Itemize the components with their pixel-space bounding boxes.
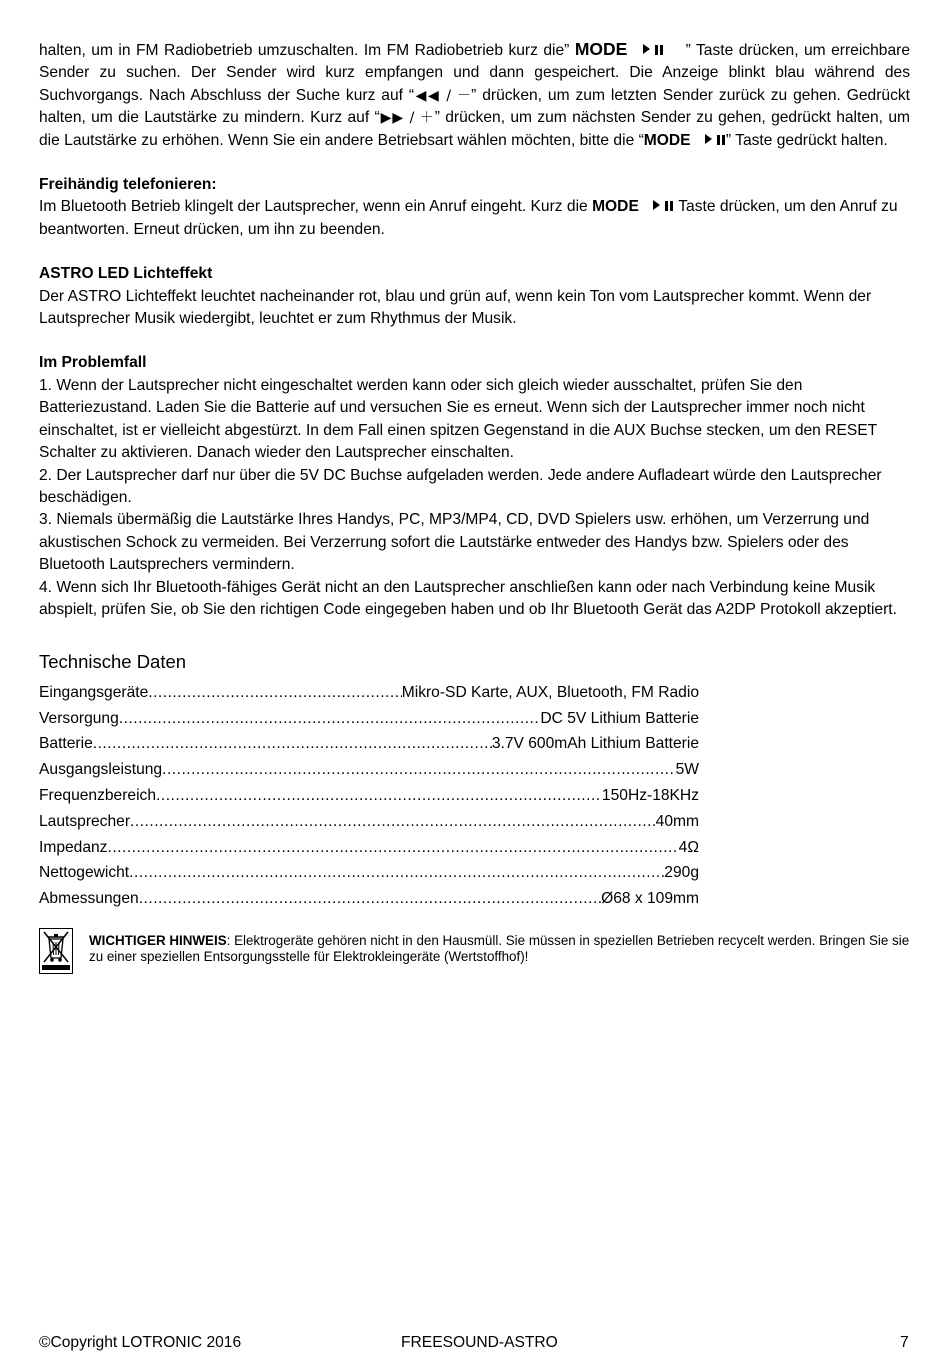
next-volume-up-symbol: ▶▶ / ＋ bbox=[379, 110, 435, 127]
spec-label: Nettogewicht bbox=[39, 864, 130, 882]
notice-text bbox=[89, 933, 910, 965]
notice-body: : Elektrogeräte gehören nicht in den Hausmüll. Sie müssen in speziellen Betrieben recycelt werden. Bringen Sie sie zu einer speziellen Entsorgungsstelle für Elektrokleingeräte (Wertstoffhof)! bbox=[89, 932, 910, 964]
spec-value: 150Hz-18KHz bbox=[601, 786, 699, 804]
spec-label: Eingangsgeräte bbox=[39, 683, 149, 701]
problem-item: 2. Der Lautsprecher darf nur über die 5V DC Buchse aufgeladen werden. Jede andere Aufladeart würde den Lautsprecher beschädigen. bbox=[39, 466, 882, 506]
spec-value: 290g bbox=[664, 864, 699, 882]
pause-icon bbox=[665, 201, 674, 211]
document-page bbox=[39, 38, 910, 976]
mode-button-label: MODE bbox=[574, 39, 628, 59]
leader-dots bbox=[107, 835, 678, 861]
footer-copyright: ©Copyright LOTRONIC 2016 bbox=[39, 1334, 242, 1351]
specs-table bbox=[39, 680, 910, 912]
play-icon bbox=[705, 134, 712, 144]
spec-label: Impedanz bbox=[39, 838, 108, 856]
spec-row bbox=[39, 886, 699, 912]
spec-row bbox=[39, 783, 699, 809]
spec-value: DC 5V Lithium Batterie bbox=[540, 709, 699, 727]
footer-page-number: 7 bbox=[900, 1334, 909, 1351]
spec-row bbox=[39, 680, 699, 706]
leader-dots bbox=[93, 731, 492, 757]
disposal-notice bbox=[39, 928, 910, 976]
pause-icon bbox=[717, 135, 726, 145]
leader-dots bbox=[130, 809, 656, 835]
handsfree-text-2: Taste drücken, um den Anruf zu beantworten. Erneut drücken, um ihn zu beenden. bbox=[39, 198, 898, 238]
play-icon bbox=[643, 44, 650, 54]
astro-heading: ASTRO LED Lichteffekt bbox=[39, 265, 213, 283]
spec-value: Ø68 x 109mm bbox=[601, 890, 699, 908]
spec-value: 4Ω bbox=[678, 838, 699, 856]
spec-value: 40mm bbox=[655, 812, 699, 830]
intro-text-5: ” Taste gedrückt halten. bbox=[725, 131, 888, 149]
problem-item: 4. Wenn sich Ihr Bluetooth-fähiges Gerät nicht an den Lautsprecher anschließen kann oder nach Verbindung keine Musik abspielt, prüfen Sie, ob Sie den richtigen Code eingegeben haben und ob Ihr Bluetooth Gerät das A2DP Protokoll akzeptiert. bbox=[39, 578, 897, 618]
problems-heading: Im Problemfall bbox=[39, 354, 147, 372]
handsfree-heading: Freihändig telefonieren: bbox=[39, 176, 217, 194]
intro-text-1: halten, um in FM Radiobetrieb umzuschalten. Im FM Radiobetrieb kurz die” bbox=[39, 42, 570, 59]
spec-label: Ausgangsleistung bbox=[39, 761, 163, 779]
spec-row bbox=[39, 706, 699, 732]
spec-value: 3.7V 600mAh Lithium Batterie bbox=[491, 735, 699, 753]
spec-label: Lautsprecher bbox=[39, 812, 131, 830]
notice-label: WICHTIGER HINWEIS bbox=[89, 932, 227, 948]
spec-value: 5W bbox=[675, 761, 699, 779]
intro-text-4: ” drücken, um zum nächsten Sender zu gehen, gedrückt halten, um die Lautstärke zu erhöhen. Wenn Sie ein andere Betriebsart wählen möchten, bitte die “ bbox=[39, 109, 910, 149]
astro-paragraph: Der ASTRO Lichteffekt leuchtet nacheinander rot, blau und grün auf, wenn kein Ton vom Lautsprecher kommt. Wenn der Lautsprecher Musik wiedergibt, leuchtet er zum Rhythmus der Musik. bbox=[39, 287, 872, 328]
leader-dots bbox=[148, 680, 401, 706]
spec-label: Frequenzbereich bbox=[39, 786, 157, 804]
spec-row bbox=[39, 835, 699, 861]
spec-label: Versorgung bbox=[39, 709, 119, 727]
mode-button-label: MODE bbox=[643, 131, 691, 149]
leader-dots bbox=[162, 757, 676, 783]
prev-volume-down-symbol: ◀◀ / － bbox=[414, 87, 472, 104]
mode-button-label: MODE bbox=[592, 198, 639, 216]
intro-text-3: ” drücken, um zum letzten Sender zurück zu gehen. Gedrückt halten, um die Lautstärke zu mindern. Kurz auf “ bbox=[39, 86, 910, 127]
leader-dots bbox=[156, 783, 602, 809]
spec-row bbox=[39, 731, 699, 757]
footer-product-name: FREESOUND-ASTRO bbox=[401, 1334, 558, 1351]
problem-item: 1. Wenn der Lautsprecher nicht eingeschaltet werden kann oder sich gleich wieder ausschaltet, prüfen Sie den Batteriezustand. Laden Sie die Batterie auf und versuchen Sie es erneut. Wenn sich der Lautsprecher immer noch nicht einschaltet, ist er vielleicht abgestürzt. In dem Fall einen spitzen Gegenstand in die AUX Buchse stecken, um den RESET Schalter zu aktivieren. Danach wieder den Lautsprecher einschalten. bbox=[39, 376, 877, 462]
leader-dots bbox=[139, 886, 601, 912]
weee-bin-icon bbox=[39, 928, 73, 974]
specs-heading: Technische Daten bbox=[39, 651, 187, 673]
intro-text-2: ” Taste drücken, um erreichbare Sender zu suchen. Der Sender wird kurz empfangen und dann gespeichert. Die Anzeige blinkt blau während des Suchvorgangs. Nach Abschluss der Suche kurz auf “ bbox=[39, 42, 910, 104]
spec-label: Batterie bbox=[39, 735, 93, 753]
spec-label: Abmessungen bbox=[39, 890, 139, 908]
handsfree-paragraph bbox=[39, 196, 910, 241]
leader-dots bbox=[129, 860, 664, 886]
pause-icon bbox=[655, 45, 664, 55]
leader-dots bbox=[119, 706, 541, 732]
play-icon bbox=[653, 200, 660, 210]
intro-paragraph bbox=[39, 38, 910, 152]
spec-row bbox=[39, 860, 699, 886]
spec-value: Mikro-SD Karte, AUX, Bluetooth, FM Radio bbox=[401, 683, 699, 701]
handsfree-text-1: Im Bluetooth Betrieb klingelt der Lautsprecher, wenn ein Anruf eingeht. Kurz die bbox=[39, 198, 588, 216]
spec-row bbox=[39, 757, 699, 783]
problem-item: 3. Niemals übermäßig die Lautstärke Ihres Handys, PC, MP3/MP4, CD, DVD Spielers usw. erhöhen, um Verzerrung und akustischen Schock zu vermeiden. Bei Verzerrung sofort die Lautstärke entweder des Handys bzw. Spielers oder des Bluetooth Lautsprechers vermindern. bbox=[39, 511, 870, 574]
spec-row bbox=[39, 809, 699, 835]
